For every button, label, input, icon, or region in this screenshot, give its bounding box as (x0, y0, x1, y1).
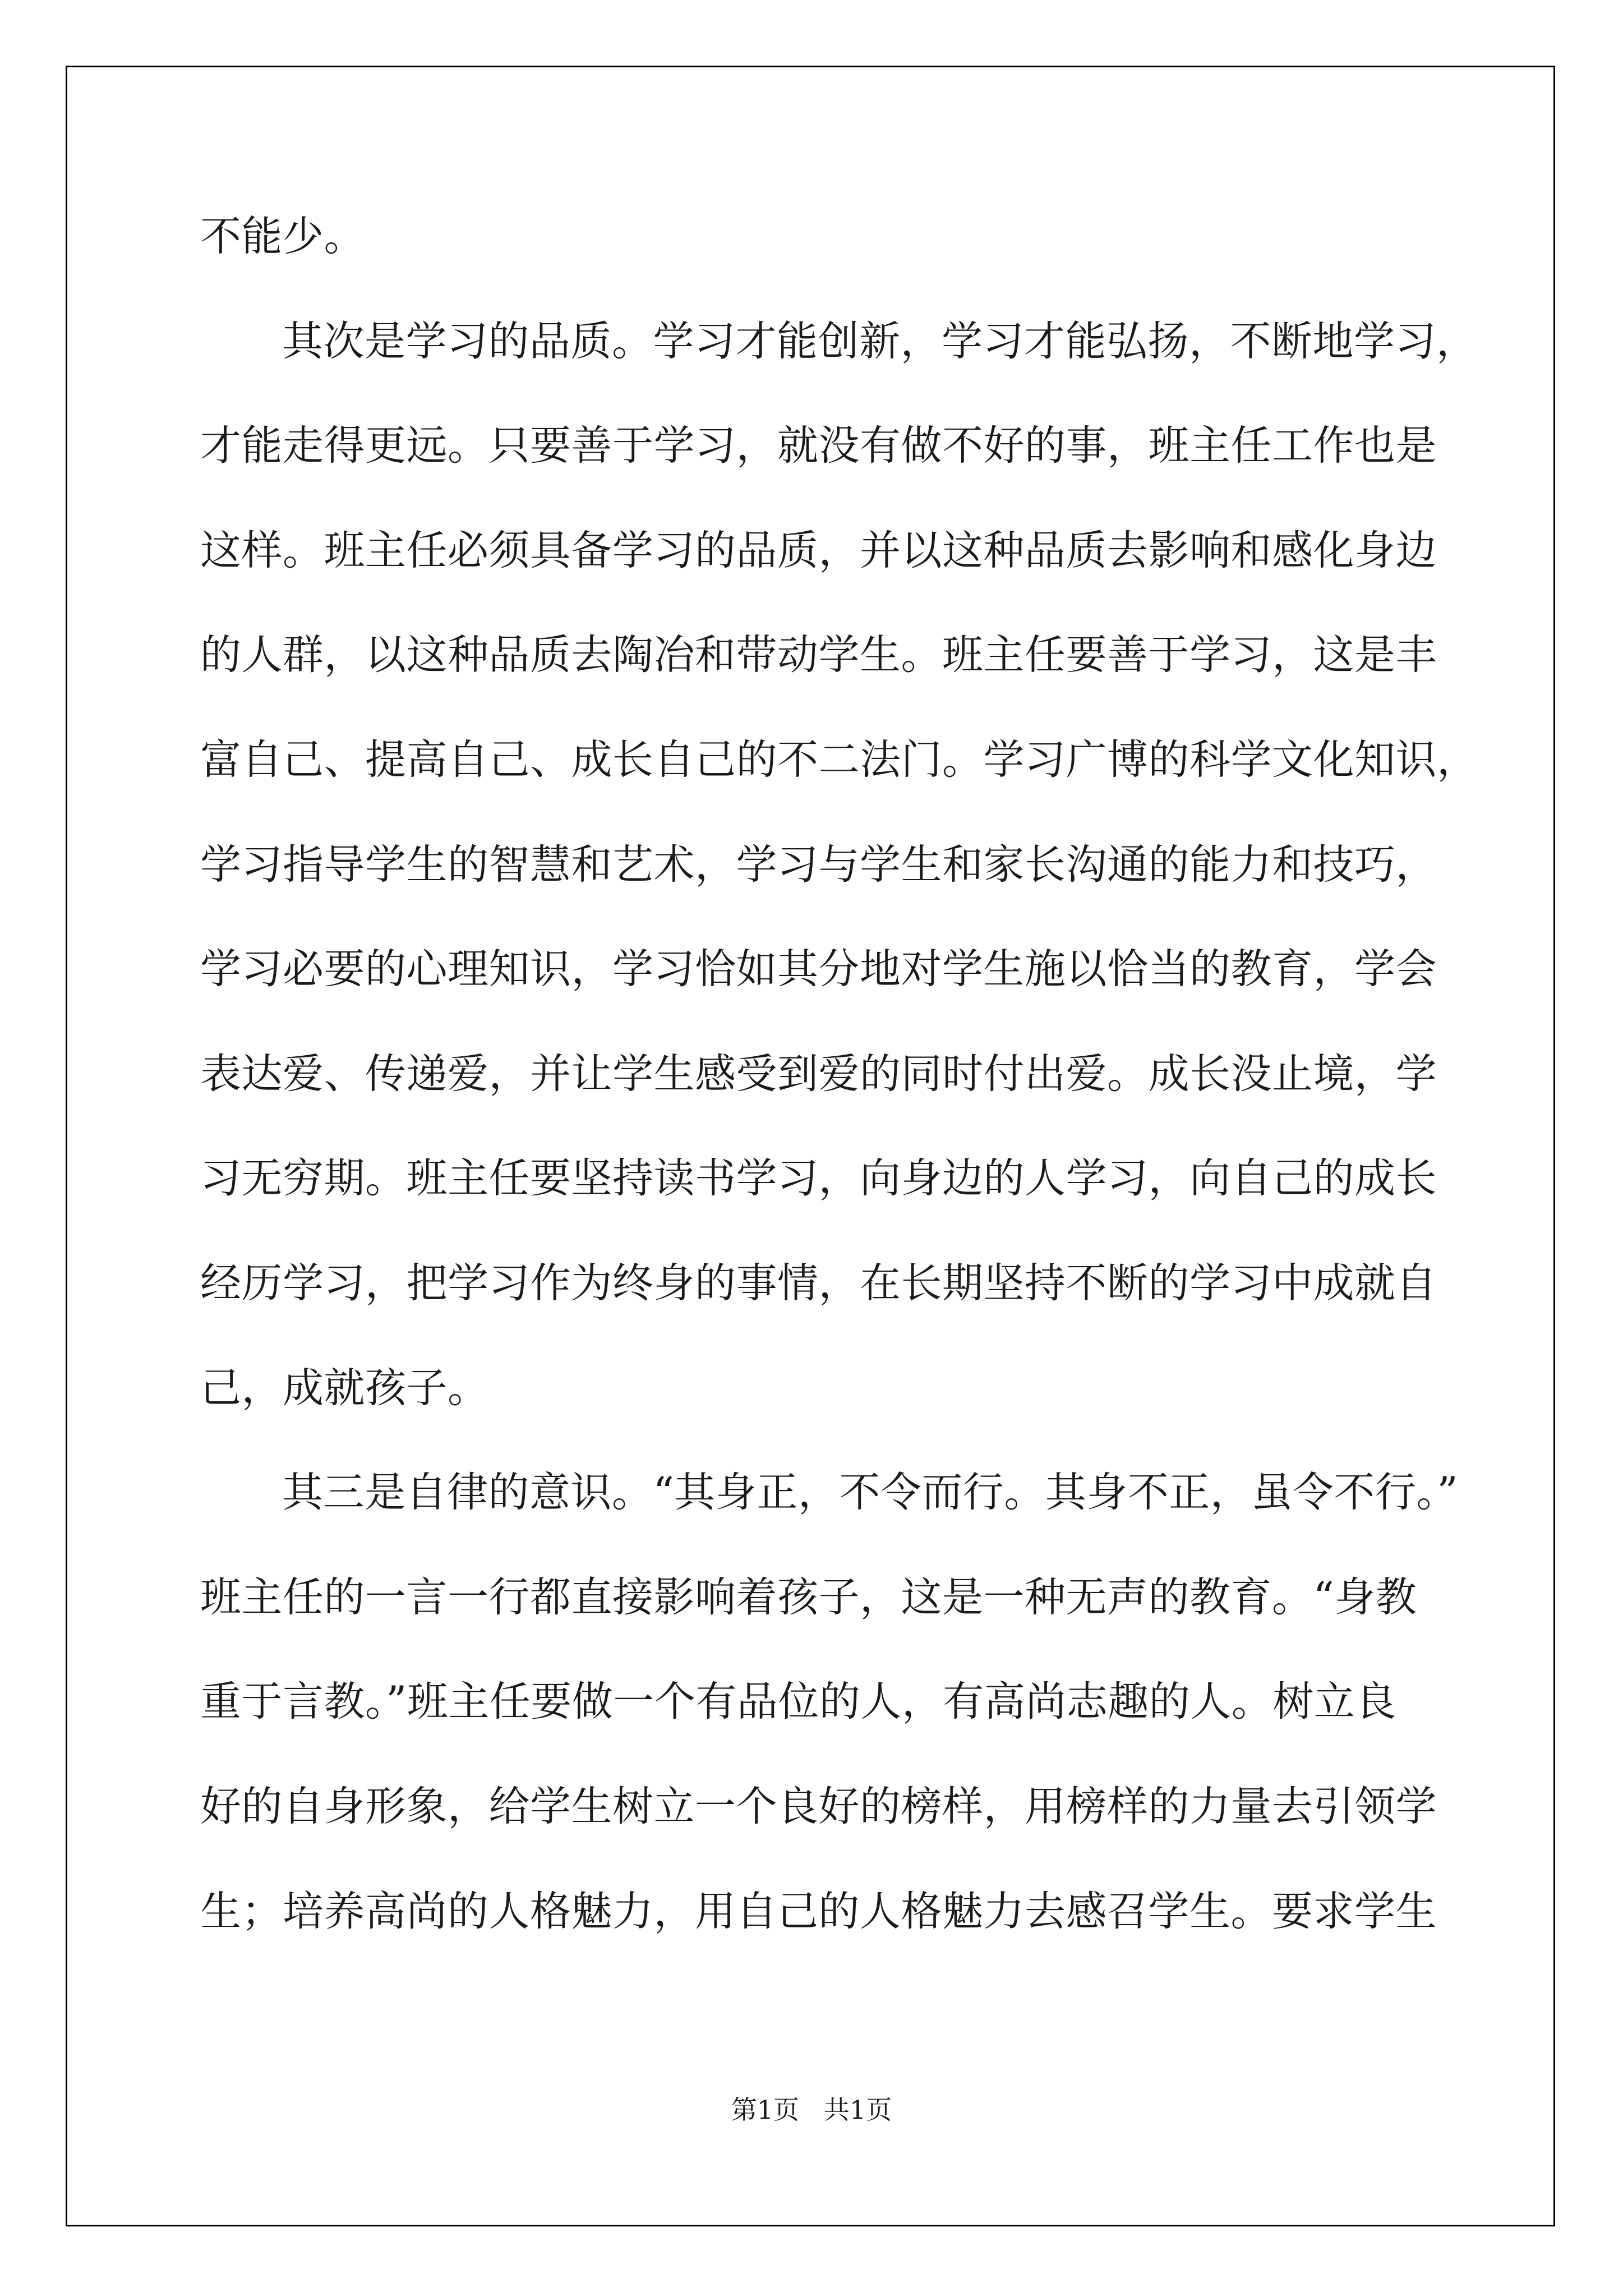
text-line-11: 经历学习，把学习作为终身的事情，在长期坚持不断的学习中成就自 (200, 1259, 1437, 1307)
text-line-6: 富自己、提高自己、成长自己的不二法门。学习广博的科学文化知识， (200, 735, 1478, 784)
text-line-13: 其三是自律的意识。“其身正，不令而行。其身不正，虽令不行。” (282, 1469, 1459, 1517)
text-line-12: 己，成就孩子。 (200, 1364, 489, 1412)
text-line-1: 不能少。 (200, 213, 365, 260)
text-line-3: 才能走得更远。只要善于学习，就没有做不好的事，班主任工作也是 (200, 422, 1437, 470)
page-number-footer: 第1页 共1页 (731, 2095, 892, 2125)
text-line-15: 重于言教。”班主任要做一个有品位的人，有高尚志趣的人。树立良 (200, 1678, 1396, 1726)
text-line-8: 学习必要的心理知识，学习恰如其分地对学生施以恰当的教育，学会 (200, 945, 1437, 993)
text-line-17: 生；培养高尚的人格魅力，用自己的人格魅力去感召学生。要求学生 (200, 1887, 1437, 1935)
text-line-9: 表达爱、传递爱，并让学生感受到爱的同时付出爱。成长没止境，学 (200, 1050, 1437, 1098)
text-line-5: 的人群，以这种品质去陶冶和带动学生。班主任要善于学习，这是丰 (200, 631, 1437, 679)
text-line-7: 学习指导学生的智慧和艺术，学习与学生和家长沟通的能力和技巧， (200, 840, 1437, 889)
text-line-16: 好的自身形象，给学生树立一个良好的榜样，用榜样的力量去引领学 (200, 1782, 1437, 1830)
text-line-4: 这样。班主任必须具备学习的品质，并以这种品质去影响和感化身边 (200, 526, 1437, 574)
text-line-2: 其次是学习的品质。学习才能创新，学习才能弘扬，不断地学习， (282, 317, 1478, 365)
text-line-14: 班主任的一言一行都直接影响着孩子，这是一种无声的教育。“身教 (200, 1573, 1417, 1621)
document-body (200, 213, 1501, 1995)
text-line-10: 习无穷期。班主任要坚持读书学习，向身边的人学习，向自己的成长 (200, 1154, 1437, 1203)
